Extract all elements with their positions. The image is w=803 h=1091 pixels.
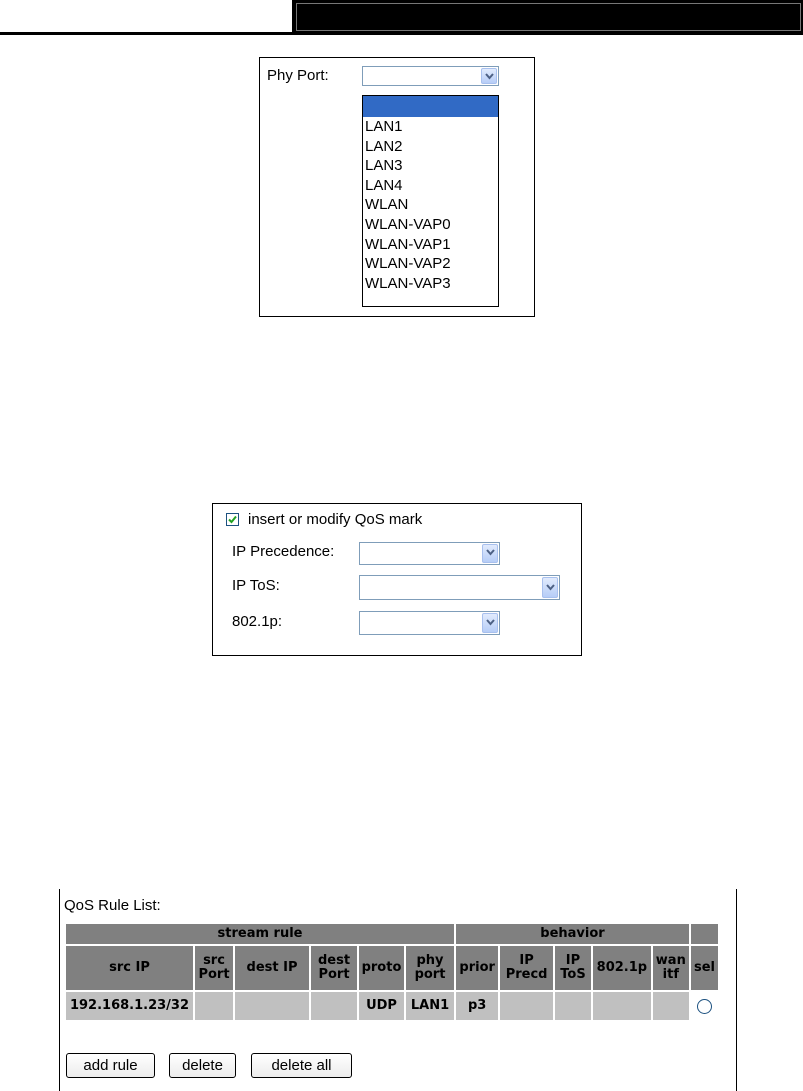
col-header-text: port: [414, 967, 446, 982]
col-header-text: src: [203, 953, 225, 968]
col-header-text: phy: [416, 953, 444, 968]
checkmark-icon: [228, 515, 237, 524]
cell-phy-port: LAN1: [406, 992, 454, 1020]
col-header-text: wan: [655, 953, 686, 968]
ip-tos-select[interactable]: [359, 575, 560, 600]
cell-ip-tos: [555, 992, 591, 1020]
row-select-radio[interactable]: [697, 999, 712, 1014]
col-header-sel: [691, 946, 718, 990]
phy-port-option-wlan-vap3[interactable]: WLAN-VAP3: [365, 274, 451, 292]
cell-src-port: [195, 992, 233, 1020]
col-header-text: prior: [459, 960, 495, 975]
col-header-text: 802.1p: [596, 960, 648, 975]
phy-port-options-list: [362, 95, 499, 307]
cell-dest-ip: [235, 992, 309, 1020]
col-header-text: dest: [317, 953, 351, 968]
chevron-down-icon[interactable]: [542, 577, 558, 598]
col-header-text: IP: [519, 953, 534, 968]
group-header-behavior: behavior: [456, 924, 689, 944]
cell-dest-port: [311, 992, 357, 1020]
col-header-dest-ip: [235, 946, 309, 990]
cell-proto: UDP: [359, 992, 404, 1020]
col-header-proto: [359, 946, 404, 990]
col-header-src-ip: [66, 946, 193, 990]
group-header-blank: [691, 924, 718, 944]
cell-src-ip: 192.168.1.23/32: [66, 992, 193, 1020]
qos-mark-checkbox-label: insert or modify QoS mark: [248, 511, 423, 528]
phy-port-option-wlan[interactable]: WLAN: [365, 196, 409, 214]
col-header-802-1p: [593, 946, 651, 990]
col-header-phy-port: [406, 946, 454, 990]
col-header-text: IP: [565, 953, 581, 968]
col-header-text: src IP: [109, 960, 150, 975]
delete-button[interactable]: delete: [169, 1053, 236, 1078]
rule-list-title: QoS Rule List:: [64, 897, 161, 914]
qos-mark-checkbox[interactable]: [226, 513, 239, 526]
cell-wan-itf: [653, 992, 689, 1020]
phy-port-option-lan1[interactable]: LAN1: [365, 118, 403, 135]
phy-port-label: Phy Port:: [267, 67, 329, 84]
header-bar-inner: [296, 3, 801, 31]
cell-802-1p: [593, 992, 651, 1020]
cell-prior: p3: [456, 992, 498, 1020]
dot1p-select[interactable]: [359, 611, 500, 635]
dot1p-label: 802.1p:: [232, 613, 283, 630]
ip-tos-label: IP ToS:: [232, 577, 280, 594]
cell-sel: [691, 992, 718, 1020]
phy-port-option-blank[interactable]: [363, 96, 498, 117]
phy-port-option-wlan-vap0[interactable]: WLAN-VAP0: [365, 215, 451, 233]
col-header-src-port: [195, 946, 233, 990]
cell-ip-precd: [500, 992, 552, 1020]
rule-list-table: [64, 922, 720, 1022]
header-rule: [0, 32, 292, 35]
table-row: [66, 992, 718, 1020]
col-header-text: proto: [361, 960, 402, 975]
ip-precedence-select[interactable]: [359, 542, 500, 565]
col-header-ip-precd: [500, 946, 552, 990]
col-header-text: sel: [693, 960, 715, 975]
group-header-stream-rule: stream rule: [66, 924, 454, 944]
col-header-text: ToS: [560, 967, 586, 982]
chevron-down-icon[interactable]: [482, 544, 498, 563]
col-header-prior: [456, 946, 498, 990]
phy-port-option-wlan-vap2[interactable]: WLAN-VAP2: [365, 255, 451, 273]
phy-port-option-lan3[interactable]: LAN3: [365, 157, 403, 175]
col-header-text: dest IP: [246, 960, 298, 975]
col-header-dest-port: [311, 946, 357, 990]
phy-port-option-lan4[interactable]: LAN4: [365, 176, 403, 194]
phy-port-option-wlan-vap1[interactable]: WLAN-VAP1: [365, 235, 451, 253]
delete-all-button[interactable]: delete all: [251, 1053, 352, 1078]
col-header-ip-tos: [555, 946, 591, 990]
phy-port-select[interactable]: [362, 66, 499, 86]
ip-precedence-label: IP Precedence:: [232, 543, 335, 560]
col-header-text: Port: [198, 967, 230, 982]
col-header-text: itf: [662, 967, 679, 982]
chevron-down-icon[interactable]: [481, 68, 497, 84]
col-header-wan-itf: [653, 946, 689, 990]
col-header-text: Port: [318, 967, 350, 982]
col-header-text: Precd: [505, 967, 548, 982]
phy-port-option-lan2[interactable]: LAN2: [365, 137, 403, 155]
chevron-down-icon[interactable]: [482, 613, 498, 633]
add-rule-button[interactable]: add rule: [66, 1053, 155, 1078]
